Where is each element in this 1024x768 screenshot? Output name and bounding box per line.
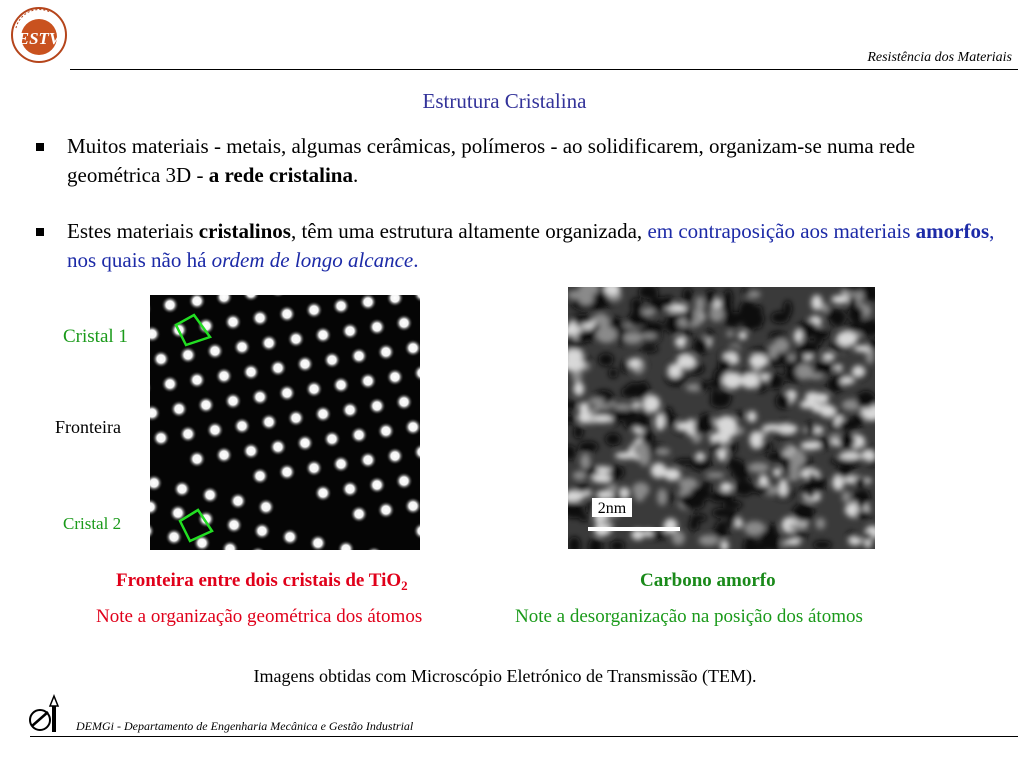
atom-spot — [287, 330, 305, 348]
bullet-text-blue: . — [413, 248, 419, 272]
bullet-crystal-lattice — [36, 132, 1002, 190]
atom-spot — [215, 367, 233, 385]
atom-spot — [281, 528, 299, 546]
atom-spot — [260, 413, 278, 431]
bullet-text: , têm uma estrutura altamente organizada, — [290, 219, 648, 243]
tem-source-note: Imagens obtidas com Microscópio Eletrónico de Transmissão (TEM). — [253, 666, 757, 686]
atom-spot — [350, 505, 368, 523]
atom-spot — [201, 486, 219, 504]
atom-spot — [341, 322, 359, 340]
header-divider — [70, 69, 1018, 70]
label-crystal-1: Cristal 1 — [63, 326, 128, 347]
bullet-text-blue: em contraposição aos materiais — [647, 219, 916, 243]
caption-text: Fronteira entre dois cristais de TiO — [116, 570, 402, 591]
atom-spot — [305, 301, 323, 319]
caption-tio2-boundary — [116, 570, 408, 594]
slide-title: Estrutura Cristalina — [422, 89, 587, 113]
atom-spot — [233, 417, 251, 435]
atom-spot — [395, 472, 413, 490]
atom-spot — [242, 363, 260, 381]
atom-spot — [179, 425, 197, 443]
school-logo — [10, 6, 68, 64]
atom-spot — [305, 459, 323, 477]
atom-spot — [395, 314, 413, 332]
bullet-italic-blue: ordem de longo alcance — [211, 248, 414, 272]
atom-spot — [206, 342, 224, 360]
atom-spot — [323, 351, 341, 369]
atom-spot — [296, 434, 314, 452]
atom-spot — [314, 326, 332, 344]
label-boundary: Fronteira — [55, 417, 121, 437]
atom-spot — [251, 388, 269, 406]
amorphous-carbon-tem-image — [568, 287, 875, 549]
atom-spot — [377, 501, 395, 519]
bullet-emphasis: a rede cristalina — [208, 163, 353, 187]
atom-spot — [350, 426, 368, 444]
atom-spot — [278, 384, 296, 402]
bullet-text-blue: , nos quais não há — [67, 219, 995, 272]
atom-spot — [368, 476, 386, 494]
atom-spot — [350, 347, 368, 365]
svg-text:ESTV: ESTV — [17, 29, 61, 48]
atom-spot — [332, 376, 350, 394]
bullet-emphasis: cristalinos — [198, 219, 291, 243]
atom-spot — [377, 422, 395, 440]
atom-spot — [165, 528, 183, 546]
atom-spot — [278, 463, 296, 481]
atom-spot — [170, 400, 188, 418]
atom-spot — [332, 455, 350, 473]
atom-spot — [359, 372, 377, 390]
atom-spot — [251, 467, 269, 485]
atom-spot — [359, 451, 377, 469]
atom-spot — [269, 359, 287, 377]
atom-spot — [179, 346, 197, 364]
note-geometric-organization: Note a organização geométrica dos átomos — [96, 606, 423, 627]
bullet-square-icon — [36, 228, 44, 236]
bullet-square-icon — [36, 143, 44, 151]
atom-spot — [173, 480, 191, 498]
atom-spot — [251, 309, 269, 327]
bullet-emphasis-blue: amorfos — [915, 219, 990, 243]
department-name: DEMGi - Departamento de Engenharia Mecânica e Gestão Industrial — [76, 719, 414, 733]
atom-spot — [161, 296, 179, 314]
label-crystal-2: Cristal 2 — [63, 514, 122, 533]
atom-spot — [229, 492, 247, 510]
atom-spot — [332, 297, 350, 315]
atom-spot — [206, 421, 224, 439]
atom-spot — [188, 371, 206, 389]
department-logo — [26, 694, 66, 734]
atom-spot — [368, 318, 386, 336]
scale-bar-label: 2nm — [597, 500, 627, 517]
atom-spot — [305, 380, 323, 398]
atom-spot — [260, 334, 278, 352]
atom-spot — [224, 392, 242, 410]
atom-spot — [314, 484, 332, 502]
note-disorganization: Note a desorganização na posição dos átomos — [515, 606, 863, 627]
atom-spot — [152, 350, 170, 368]
atom-spot — [287, 409, 305, 427]
bullet-text: Muitos materiais - metais, algumas cerâmicas, polímeros - ao solidificarem, organizam-se numa rede geométrica 3D - — [67, 134, 916, 187]
bullet-text: Estes materiais — [67, 219, 199, 243]
course-title: Resistência dos Materiais — [867, 50, 1012, 65]
atom-spot — [233, 338, 251, 356]
atom-spot — [253, 522, 271, 540]
atom-spot — [296, 355, 314, 373]
caption-amorphous-carbon: Carbono amorfo — [640, 570, 776, 591]
atom-spot — [278, 305, 296, 323]
atom-spot — [386, 447, 404, 465]
atom-spot — [314, 405, 332, 423]
atom-spot — [269, 438, 287, 456]
atom-spot — [225, 516, 243, 534]
scale-bar — [588, 527, 680, 531]
atom-spot — [386, 368, 404, 386]
atom-spot — [197, 396, 215, 414]
caption-subscript: 2 — [401, 578, 408, 593]
atom-spot — [257, 498, 275, 516]
atom-spot — [242, 442, 260, 460]
atom-spot — [377, 343, 395, 361]
atom-spot — [161, 375, 179, 393]
atom-spot — [341, 480, 359, 498]
atom-spot — [341, 401, 359, 419]
atom-spot — [152, 429, 170, 447]
atom-spot — [224, 313, 242, 331]
atom-spot — [395, 393, 413, 411]
atom-spot — [215, 446, 233, 464]
atom-spot — [188, 450, 206, 468]
footer-divider — [30, 736, 1018, 737]
bullet-crystalline-vs-amorphous — [36, 217, 1002, 275]
crystal-tem-image — [150, 295, 420, 550]
atom-spot — [368, 397, 386, 415]
bullet-text: . — [352, 163, 359, 187]
atom-spot — [323, 430, 341, 448]
